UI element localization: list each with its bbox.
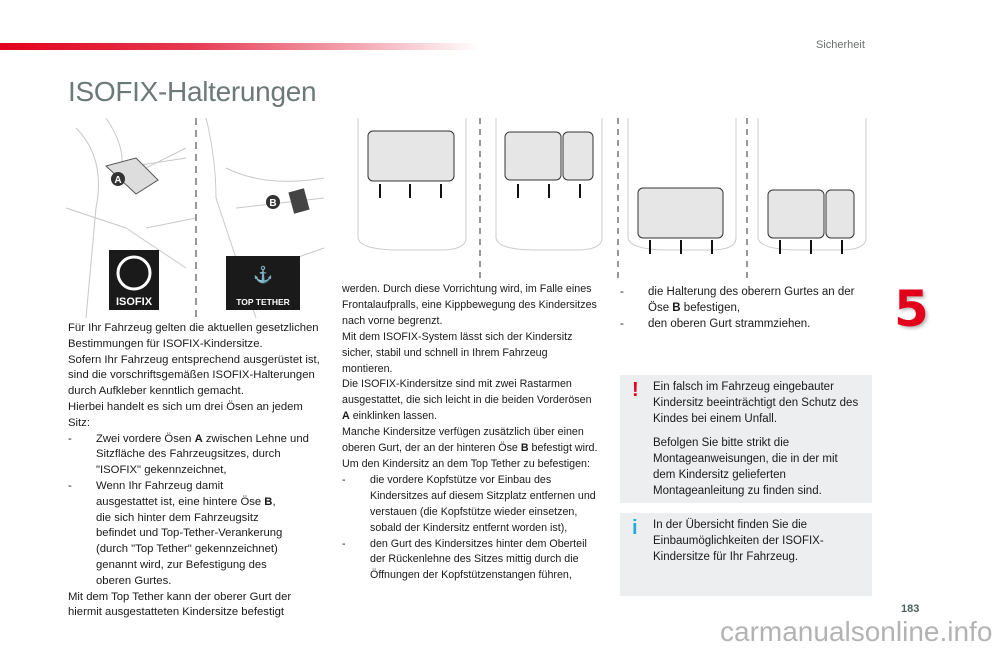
paragraph: Ein falsch im Fahrzeug eingebauter Kindersitz beeinträchtigt den Schutz des Kindes bei einem Unfall. <box>653 381 859 425</box>
text: die Halterung des oberern Gurtes an der Öse <box>648 286 855 314</box>
page-number: 183 <box>901 603 920 615</box>
text: befestigen, <box>680 301 741 314</box>
text: einklinken lassen. <box>349 410 438 423</box>
list-text <box>96 432 326 479</box>
paragraph: Befolgen Sie bitte strikt die Montageanweisungen, die in der mit dem Kindersitz gelieferten Montageanleitung zu finden sind. <box>653 437 838 497</box>
dash: - <box>620 317 624 330</box>
list-text <box>648 285 870 317</box>
list-item <box>342 537 600 585</box>
text: Die ISOFIX-Kindersitze sind mit zwei Rastarmen ausgestattet, die sich leicht in die beiden Vorderösen <box>342 378 592 407</box>
right-column <box>620 285 870 332</box>
text: , die sich hinter dem Fahrzeugsitz befindet und Top-Tether-Verankerung (durch "Top Tether" gekennzeichnet) genannt wird, zur Befestigung des oberen Gurtes. <box>96 495 283 587</box>
info-box <box>620 513 872 596</box>
list-item <box>342 473 600 537</box>
paragraph: Sofern Ihr Fahrzeug entsprechend ausgerüstet ist, sind die vorschriftsgemäßen ISOFIX-Halterungen durch Aufkleber kenntlich gemacht. <box>68 353 320 398</box>
text: A <box>194 432 203 445</box>
paragraph <box>342 425 600 457</box>
text: B <box>264 495 273 508</box>
label-a: A <box>114 175 122 186</box>
info-icon: i <box>632 517 638 539</box>
top-tether-label: TOP TETHER <box>236 297 290 307</box>
paragraph: Für Ihr Fahrzeug gelten die aktuellen gesetzlichen Bestimmungen für ISOFIX-Kindersitze. <box>68 322 319 350</box>
dash: - <box>620 286 624 298</box>
isofix-illustration <box>66 118 324 318</box>
list-item <box>620 285 870 317</box>
list-item <box>68 432 326 479</box>
text: den Gurt des Kindersitzes hinter dem Oberteil der Rückenlehne des Sitzes mittig durch die Öffnungen der Kopfstützenstangen führen, <box>370 537 587 582</box>
watermark: carmanualsonline.info <box>720 616 992 647</box>
paragraph: Um den Kindersitz an dem Top Tether zu befestigen: <box>342 457 590 470</box>
dash: - <box>68 432 72 445</box>
paragraph <box>342 377 600 425</box>
header-accent-bar <box>0 43 480 50</box>
list-item <box>620 317 870 333</box>
paragraph: werden. Durch diese Vorrichtung wird, im Falle eines Frontalaufpralls, eine Kippbewegung des Kindersitzes nach vorne begrenzt. <box>342 283 597 327</box>
text: A <box>342 410 350 423</box>
text: B <box>520 442 529 455</box>
isofix-label: ISOFIX <box>115 296 153 308</box>
text: die vordere Kopfstütze vor Einbau des Kindersitzes auf diesem Sitzplatz entfernen und verstauen (die Kopfstütze wieder einsetzen, sobald der Kindersitz entfernt worden ist), <box>370 473 596 534</box>
chapter-number: 5 <box>894 280 929 338</box>
section-name: Sicherheit <box>816 39 865 51</box>
warning-box <box>620 375 872 503</box>
anchor-icon: ⚓ <box>253 267 273 284</box>
warning-icon: ! <box>632 379 639 401</box>
paragraph: Hierbei handelt es sich um drei Ösen an jedem Sitz: <box>68 400 303 429</box>
dash: - <box>342 473 346 486</box>
paragraph: Mit dem ISOFIX-System lässt sich der Kindersitz sicher, stabil und schnell in Ihrem Fahrzeug montieren. <box>342 330 573 375</box>
middle-column <box>342 282 600 584</box>
text: B <box>672 301 681 314</box>
text: Wenn Ihr Fahrzeug damit ausgestattet ist, eine hintere Öse <box>96 479 265 508</box>
paragraph: Mit dem Top Tether kann der oberer Gurt der hiermit ausgestatteten Kindersitze befestigt <box>68 590 292 619</box>
paragraph: In der Übersicht finden Sie die Einbaumöglichkeiten der ISOFIX-Kindersitze für Ihr Fahrzeug. <box>653 519 824 563</box>
text: Manche Kindersitze verfügen zusätzlich über einen oberen Gurt, der an der hinteren Öse <box>342 426 584 455</box>
page-title: ISOFIX-Halterungen <box>68 76 317 107</box>
left-column <box>68 321 326 621</box>
dash: - <box>342 537 346 550</box>
text: zwischen Lehne und Sitzfläche des Fahrzeugsitzes, durch "ISOFIX" gekennzeichnet, <box>96 432 309 477</box>
list-text <box>96 479 326 590</box>
seat-configuration-diagrams <box>340 118 870 278</box>
label-b: B <box>269 198 277 209</box>
dash: - <box>68 479 72 492</box>
text: den oberen Gurt strammziehen. <box>648 317 811 330</box>
list-item <box>68 479 326 590</box>
text: befestigt wird. <box>528 442 598 455</box>
text: Zwei vordere Ösen <box>96 432 195 445</box>
